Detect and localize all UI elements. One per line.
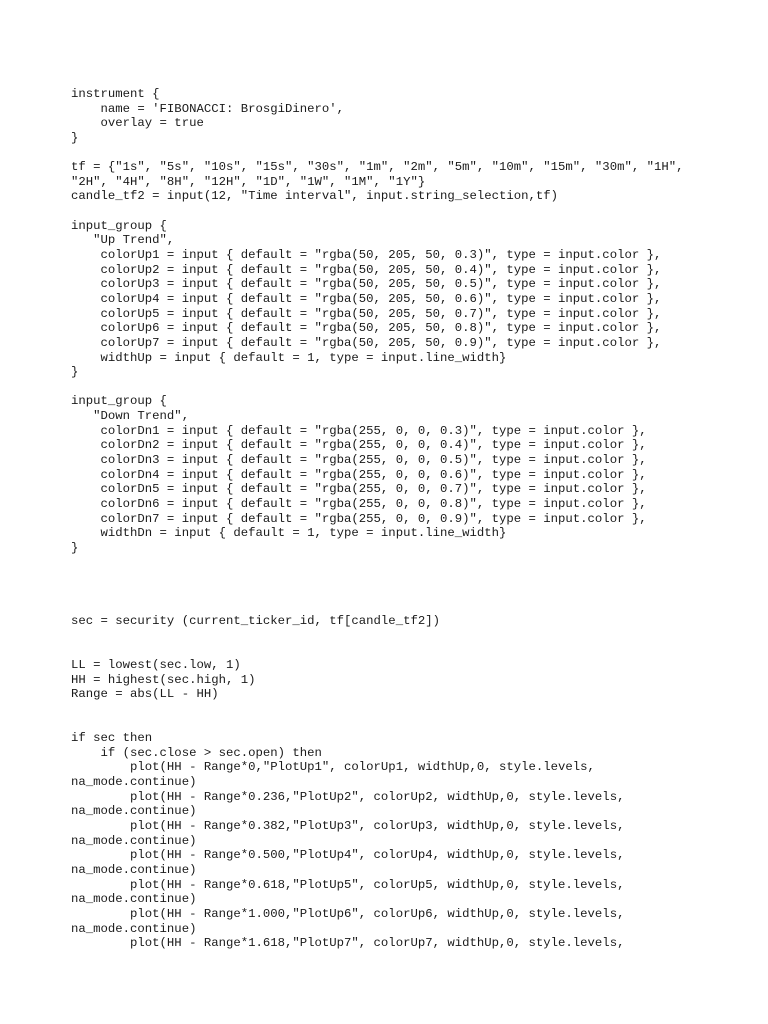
code-line bbox=[71, 702, 751, 717]
code-line bbox=[71, 717, 751, 732]
code-line bbox=[71, 629, 751, 644]
code-line: colorDn6 = input { default = "rgba(255, 0, 0, 0.8)", type = input.color }, bbox=[71, 496, 647, 511]
code-listing bbox=[71, 87, 751, 951]
code-line: colorDn5 = input { default = "rgba(255, 0, 0, 0.7)", type = input.color }, bbox=[71, 482, 647, 497]
code-line: input_group { bbox=[71, 394, 167, 409]
code-line bbox=[71, 570, 751, 585]
code-line: na_mode.continue) bbox=[71, 892, 197, 907]
code-line: plot(HH - Range*0.382,"PlotUp3", colorUp3, widthUp,0, style.levels, bbox=[71, 819, 625, 834]
code-line: } bbox=[71, 130, 79, 145]
code-line: sec = security (current_ticker_id, tf[candle_tf2]) bbox=[71, 614, 440, 629]
code-line: na_mode.continue) bbox=[71, 804, 197, 819]
code-line: tf = {"1s", "5s", "10s", "15s", "30s", "1m", "2m", "5m", "10m", "15m", "30m", "1H", bbox=[71, 160, 684, 175]
code-line: name = 'FIBONACCI: BrosgiDinero', bbox=[71, 101, 345, 116]
code-line: colorUp5 = input { default = "rgba(50, 205, 50, 0.7)", type = input.color }, bbox=[71, 306, 662, 321]
code-line: colorUp3 = input { default = "rgba(50, 205, 50, 0.5)", type = input.color }, bbox=[71, 277, 662, 292]
code-line: if (sec.close > sec.open) then bbox=[71, 745, 322, 760]
code-line: na_mode.continue) bbox=[71, 862, 197, 877]
code-line: instrument { bbox=[71, 87, 160, 101]
code-line: overlay = true bbox=[71, 116, 204, 131]
code-line: na_mode.continue) bbox=[71, 921, 197, 936]
code-line bbox=[71, 585, 751, 600]
code-line: HH = highest(sec.high, 1) bbox=[71, 672, 256, 687]
code-line: input_group { bbox=[71, 218, 167, 233]
code-line: if sec then bbox=[71, 731, 153, 746]
code-line: plot(HH - Range*0.236,"PlotUp2", colorUp2, widthUp,0, style.levels, bbox=[71, 789, 625, 804]
code-line: Range = abs(LL - HH) bbox=[71, 687, 219, 702]
code-line: plot(HH - Range*0.500,"PlotUp4", colorUp4, widthUp,0, style.levels, bbox=[71, 848, 625, 863]
code-line: plot(HH - Range*1.000,"PlotUp6", colorUp6, widthUp,0, style.levels, bbox=[71, 906, 625, 921]
code-line: colorDn2 = input { default = "rgba(255, 0, 0, 0.4)", type = input.color }, bbox=[71, 438, 647, 453]
code-line bbox=[71, 380, 751, 395]
code-line: LL = lowest(sec.low, 1) bbox=[71, 657, 241, 672]
code-line: "Up Trend", bbox=[71, 233, 175, 248]
code-line: plot(HH - Range*0.618,"PlotUp5", colorUp5, widthUp,0, style.levels, bbox=[71, 877, 625, 892]
code-line: plot(HH - Range*1.618,"PlotUp7", colorUp7, widthUp,0, style.levels, bbox=[71, 936, 625, 951]
code-line: colorUp2 = input { default = "rgba(50, 205, 50, 0.4)", type = input.color }, bbox=[71, 262, 662, 277]
code-line: colorDn3 = input { default = "rgba(255, 0, 0, 0.5)", type = input.color }, bbox=[71, 453, 647, 468]
code-line: colorDn4 = input { default = "rgba(255, 0, 0, 0.6)", type = input.color }, bbox=[71, 467, 647, 482]
code-line: colorUp7 = input { default = "rgba(50, 205, 50, 0.9)", type = input.color }, bbox=[71, 335, 662, 350]
code-line bbox=[71, 556, 751, 571]
code-line bbox=[71, 643, 751, 658]
code-line: } bbox=[71, 540, 79, 555]
code-line: widthDn = input { default = 1, type = input.line_width} bbox=[71, 526, 507, 541]
code-line: "2H", "4H", "8H", "12H", "1D", "1W", "1M", "1Y"} bbox=[71, 174, 426, 189]
code-line: colorUp1 = input { default = "rgba(50, 205, 50, 0.3)", type = input.color }, bbox=[71, 248, 662, 263]
code-line bbox=[71, 204, 751, 219]
code-line: na_mode.continue) bbox=[71, 833, 197, 848]
code-line: candle_tf2 = input(12, "Time interval", input.string_selection,tf) bbox=[71, 189, 559, 204]
code-line: plot(HH - Range*0,"PlotUp1", colorUp1, widthUp,0, style.levels, bbox=[71, 760, 595, 775]
code-line: colorDn1 = input { default = "rgba(255, 0, 0, 0.3)", type = input.color }, bbox=[71, 423, 647, 438]
code-line bbox=[71, 599, 751, 614]
code-line: "Down Trend", bbox=[71, 409, 190, 424]
code-line: colorDn7 = input { default = "rgba(255, 0, 0, 0.9)", type = input.color }, bbox=[71, 511, 647, 526]
code-line: colorUp4 = input { default = "rgba(50, 205, 50, 0.6)", type = input.color }, bbox=[71, 291, 662, 306]
code-line bbox=[71, 146, 751, 161]
code-line: na_mode.continue) bbox=[71, 775, 197, 790]
code-line: colorUp6 = input { default = "rgba(50, 205, 50, 0.8)", type = input.color }, bbox=[71, 321, 662, 336]
code-line: } bbox=[71, 365, 79, 380]
code-line: widthUp = input { default = 1, type = input.line_width} bbox=[71, 350, 507, 365]
